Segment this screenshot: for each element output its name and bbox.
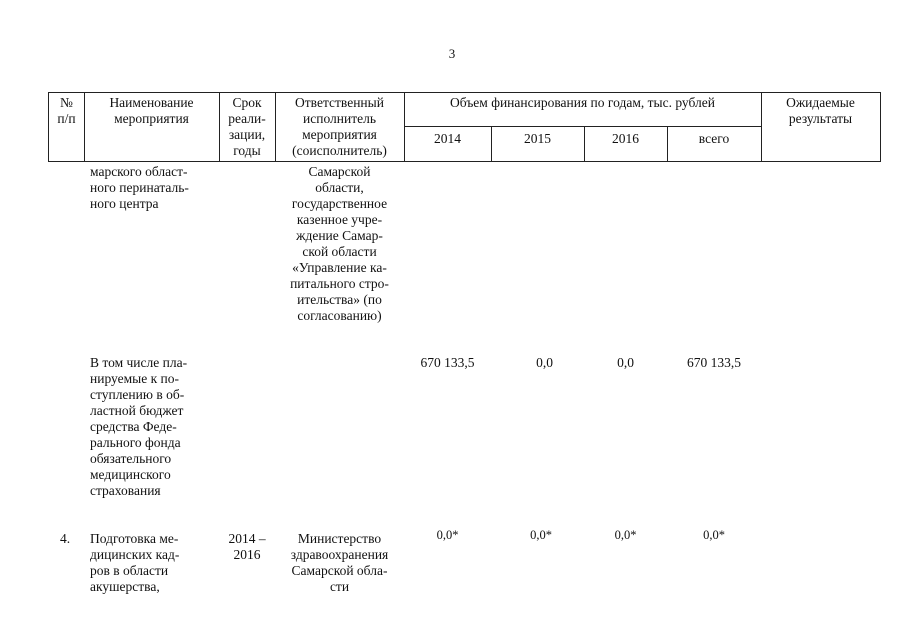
header-number: № п/п: [57, 95, 76, 126]
column-divider: [880, 92, 881, 162]
activity-name: марского област- ного перинаталь- ного центра: [90, 164, 189, 211]
header-financing: Объем финансирования по годам, тыс. рублей: [450, 95, 715, 110]
header-total: всего: [698, 131, 730, 146]
table-top-border: [48, 92, 880, 93]
term: 2014 – 2016: [228, 531, 266, 562]
header-expected-results: Ожидаемые результаты: [786, 95, 855, 126]
header-year-2014: 2014: [434, 131, 461, 146]
header-activity-name: Наименование мероприятия: [109, 95, 194, 126]
financing-subheader-line: [404, 126, 761, 127]
activity-name: Подготовка ме- дицинских кад- ров в области акушерства,: [90, 531, 180, 594]
page-number: 3: [448, 46, 456, 61]
executor: Самарской области, государственное казенное учре- ждение Самар- ской области «Управление ка- питального стро- ительства» (по согласованию): [290, 164, 389, 323]
row-number: 4.: [60, 531, 71, 546]
financing-2016: 0,0*: [614, 528, 637, 542]
header-year-2015: 2015: [524, 131, 551, 146]
activity-name: В том числе пла- нируемые к по- ступлению в об- ластной бюджет средства Феде- рального фонда обязательного медицинского страхования: [90, 355, 188, 498]
header-executor: Ответственный исполнитель мероприятия (соисполнитель): [292, 95, 387, 158]
financing-2015: 0,0: [536, 355, 553, 370]
executor: Министерство здравоохранения Самарской обла- сти: [290, 531, 389, 594]
financing-2014: 0,0*: [436, 528, 459, 542]
header-bottom-border: [48, 161, 880, 162]
header-year-2016: 2016: [612, 131, 639, 146]
financing-total: 670 133,5: [687, 355, 741, 370]
financing-2014: 670 133,5: [420, 355, 475, 370]
financing-2016: 0,0: [617, 355, 634, 370]
financing-2015: 0,0*: [530, 528, 552, 542]
header-term: Срок реали- зации, годы: [228, 95, 266, 158]
financing-total: 0,0*: [703, 528, 725, 542]
